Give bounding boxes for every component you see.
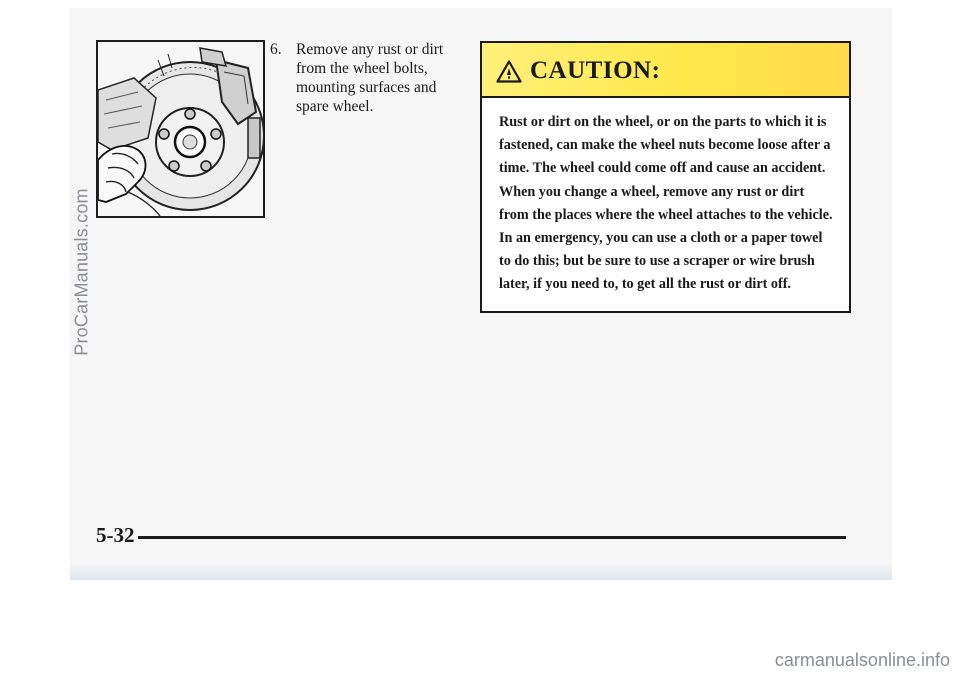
- caution-header: [482, 43, 849, 98]
- wheel-hub-illustration: [96, 40, 265, 218]
- instruction-step: [270, 40, 460, 116]
- page-edge-shadow: [70, 562, 892, 580]
- page-number: 5-32: [96, 523, 135, 547]
- caution-text: Rust or dirt on the wheel, or on the parts to which it is fastened, can make the wheel nuts become loose after a time. The wheel could come off and cause an accident. When you change a wheel, remove any rust or dirt from the places where the wheel attaches to the vehicle. In an emergency, you can use a cloth or a paper towel to do this; but be sure to use a scraper or wire brush later, if you need to, to get all the rust or dirt off.: [499, 114, 833, 293]
- side-watermark: ProCarManuals.com: [71, 188, 92, 356]
- bottom-watermark: carmanualsonline.info: [774, 650, 950, 670]
- caution-box: [480, 41, 851, 313]
- step-number: 6.: [270, 41, 282, 58]
- caution-title: CAUTION:: [530, 57, 661, 84]
- warning-triangle-icon: [496, 60, 522, 88]
- wheel-hub: [156, 108, 224, 176]
- step-text: Remove any rust or dirt from the wheel bolts, mounting surfaces and spare wheel.: [296, 41, 444, 115]
- footer-rule: [138, 536, 846, 539]
